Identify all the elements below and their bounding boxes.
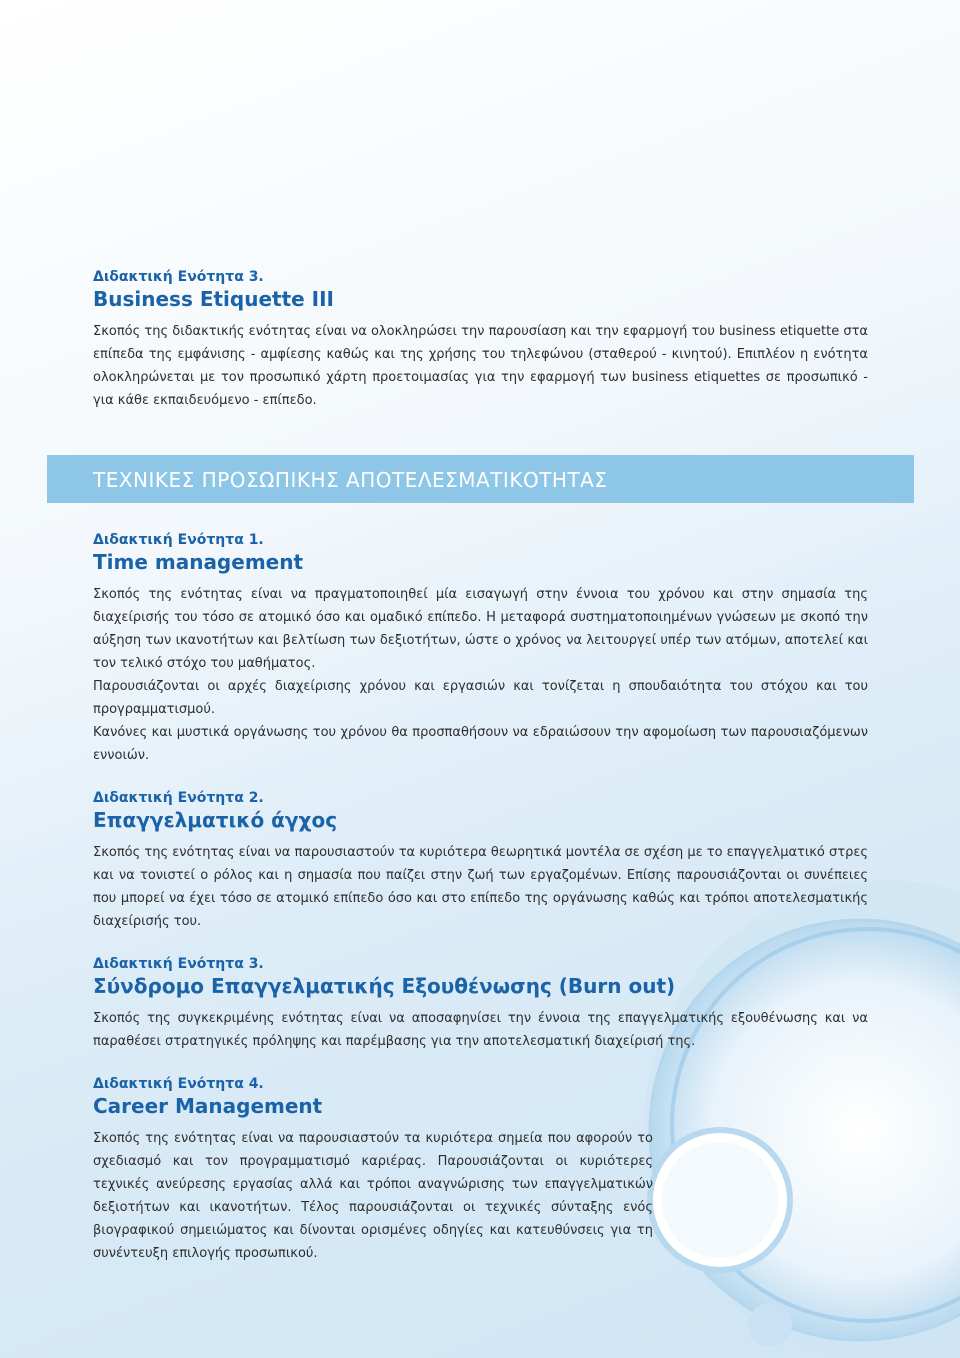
- unit-label: Διδακτική Ενότητα 4.: [93, 1076, 264, 1092]
- unit-label: Διδακτική Ενότητα 3.: [93, 956, 264, 972]
- unit-title: Επαγγελματικό άγχος: [93, 808, 338, 832]
- section-heading: ΤΕΧΝΙΚΕΣ ΠΡΟΣΩΠΙΚΗΣ ΑΠΟΤΕΛΕΣΜΑΤΙΚΟΤΗΤΑΣ: [93, 468, 608, 492]
- section-heading-bar: [47, 455, 914, 503]
- unit-label: Διδακτική Ενότητα 1.: [93, 532, 264, 548]
- unit-label: Διδακτική Ενότητα 3.: [93, 269, 264, 285]
- unit-paragraph: Σκοπός της συγκεκριμένης ενότητας είναι να αποσαφηνίσει την έννοια της επαγγελματικής εξουθένωσης και να παραθέσει στρατηγικές πρόληψης και παρέμβασης για την αποτελεσματική διαχείρισή της.: [93, 1011, 868, 1049]
- unit-title: Σύνδρομο Επαγγελματικής Εξουθένωσης (Burn out): [93, 974, 676, 998]
- unit-label: Διδακτική Ενότητα 2.: [93, 790, 264, 806]
- unit-block-4: [93, 1075, 868, 1265]
- unit-title: Business Etiquette III: [93, 287, 334, 311]
- unit-block-1: [93, 531, 868, 767]
- unit-paragraph: Παρουσιάζονται οι αρχές διαχείρισης χρόνου και εργασιών και τονίζεται η σπουδαιότητα του στόχου και του προγραμματισμού.: [93, 679, 868, 717]
- unit-description: Σκοπός της διδακτικής ενότητας είναι να ολοκληρώσει την παρουσίαση και την εφαρμογή του business etiquette στα επίπεδα της εμφάνισης - αμφίεσης καθώς και της χρήσης του τηλεφώνου (σταθερού - κινητού). Επιπλέον η ενότητα ολοκληρώνεται με τον προσωπικό χάρτη προετοιμασίας για την εφαρμογή των business etiquettes σε προσωπικό - για κάθε εκπαιδευόμενο - επίπεδο.: [93, 324, 868, 408]
- unit-paragraph: Σκοπός της ενότητας είναι να παρουσιαστούν τα κυριότερα σημεία που αφορούν το σχεδιασμό και τον προγραμματισμό καριέρας. Παρουσιάζονται οι κυριότερες τεχνικές ανεύρεσης εργασίας αλλά και τρόποι αναγνώρισης των επαγγελματικών δεξιοτήτων και ικανοτήτων. Τέλος παρουσιάζονται οι τεχνικές σύνταξης ενός βιογραφικού σημειώματος και δίνονται ορισμένες οδηγίες και κατευθύνσεις για τη συνέντευξη επιλογής προσωπικού.: [93, 1131, 653, 1261]
- unit-block-3: [93, 955, 868, 1053]
- unit-paragraph: Κανόνες και μυστικά οργάνωσης του χρόνου θα προσπαθήσουν να εδραιώσουν την αφομοίωση των παρουσιαζόμενων εννοιών.: [93, 725, 868, 763]
- units-section: [93, 531, 868, 1287]
- unit-block-2: [93, 789, 868, 933]
- unit-paragraph: Σκοπός της ενότητας είναι να πραγματοποιηθεί μία εισαγωγή στην έννοια του χρόνου και στην σημασία της διαχείρισής του τόσο σε ατομικό όσο και ομαδικό επίπεδο. Η μεταφορά συστηματοποιημένων γνώσεων με σκοπό την αύξηση των ικανοτήτων και βελτίωση των δεξιοτήτων, ώστε ο χρόνος να λειτουργεί υπέρ των ατόμων, αποτελεί και τον τελικό στόχο του μαθήματος.: [93, 587, 868, 671]
- intro-section: [93, 268, 868, 412]
- unit-title: Time management: [93, 550, 304, 574]
- unit-title: Career Management: [93, 1094, 323, 1118]
- unit-paragraph: Σκοπός της ενότητας είναι να παρουσιαστούν τα κυριότερα θεωρητικά μοντέλα σε σχέση με το επαγγελματικό στρες και να τονιστεί ο ρόλος και η σημασία που παίζει στην ζωή των εργαζομένων. Επίσης παρουσιάζονται οι συνέπειες που μπορεί να έχει τόσο σε ατομικό επίπεδο όσο και στο επίπεδο της οργάνωσης καθώς και τρόποι αποτελεσματικής διαχείρισής του.: [93, 845, 868, 929]
